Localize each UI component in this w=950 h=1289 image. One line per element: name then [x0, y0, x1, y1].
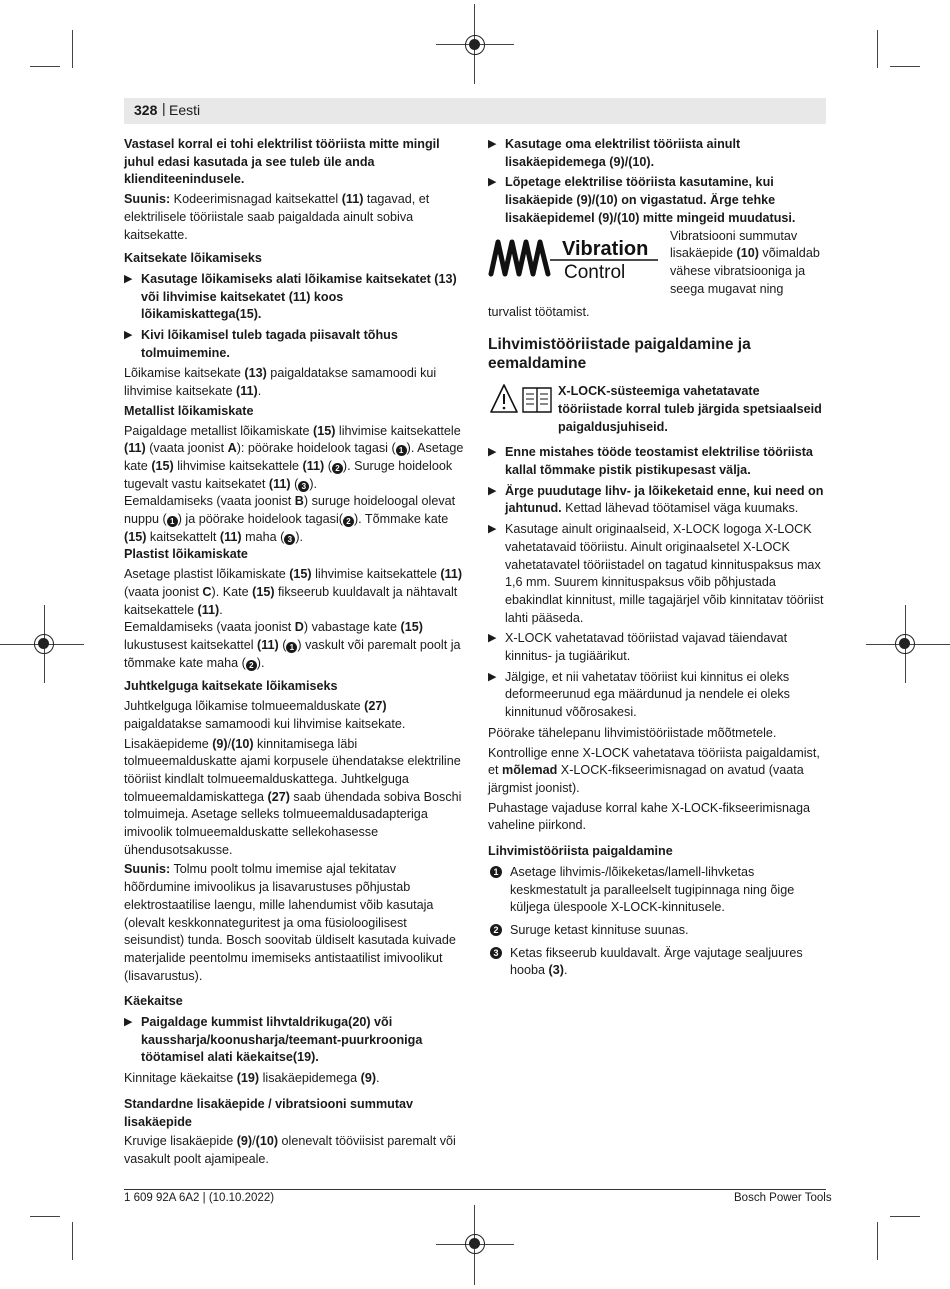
- paragraph: Lisakäepideme (9)/(10) kinnitamisega läbi tolmueemalduskatte ajami korpusele ühendatakse elektriline tööriist kindlalt tolmueemalduskattega. Juhtkelguga tolmueemaldamiskattega (27) saab ühendada sobiva Boschi tolmuimeja. Asetage selleks tolmueemaldusadapteriga imivoolik tolmueemalduskatte sellekohasesse ühendusotsakusse.: [124, 736, 462, 857]
- bullet-arrow-icon: ▶: [488, 632, 497, 645]
- registration-mark-icon: [465, 1234, 485, 1254]
- bullet-arrow-icon: ▶: [488, 670, 497, 683]
- paragraph: Kinnitage käekaitse (19) lisakäepidemega (9).: [124, 1071, 380, 1086]
- paragraph: Puhastage vajaduse korral kahe X-LOCK-fikseerimisnaga vaheline piirkond.: [488, 800, 811, 833]
- vibration-control-block: [488, 228, 826, 308]
- crop-mark: [890, 66, 920, 67]
- crop-mark: [30, 66, 60, 67]
- right-column: [488, 136, 826, 985]
- paragraph: turvalist töötamist.: [488, 304, 590, 319]
- footer-doc-number: 1 609 92A 6A2 | (10.10.2022): [124, 1192, 275, 1204]
- paragraph: Eemaldamiseks (vaata joonist D) vabastage kate (15) lukustusest kaitsekattel (11) ( 1 ) vaskult või paremalt poolt ja tõmmake kate maha ( 2 ).: [124, 620, 461, 670]
- section-heading: Juhtkelguga kaitsekate lõikamiseks: [124, 679, 338, 694]
- list-item: ▶ X-LOCK vahetatavad tööriistad vajavad täiendavat kinnitus- ja tugiäärikut.: [488, 631, 788, 664]
- paragraph: Juhtkelguga lõikamise tolmueemalduskate (27) paigaldatakse samamoodi kui lihvimise kaitsekate.: [124, 699, 406, 731]
- paragraph: Pöörake tähelepanu lihvimistööriistade mõõtmetele.: [488, 725, 777, 740]
- list-item: ▶ Paigaldage kummist lihvtaldrikuga(20) või kaussharja/koonusharja/teemant-puurkrooniga töötamisel alati käekaitse(19).: [124, 1015, 423, 1065]
- bullet-arrow-icon: ▶: [488, 176, 497, 189]
- list-item: ▶ Ärge puudutage lihv- ja lõikeketaid enne, kui need on jahtunud. Kettad lähevad töötamisel väga kuumaks.: [488, 483, 824, 516]
- step-3-icon: 3: [298, 481, 309, 492]
- subsection-heading: Metallist lõikamiskate: [124, 403, 254, 418]
- list-item: ▶ Lõpetage elektrilise tööriista kasutamine, kui lisakäepide (9)/(10) on vigastatud. Ärge tehke lisakäepidemel (9)/(10) mitte mingeid muudatusi.: [488, 175, 796, 225]
- page-header: [124, 98, 826, 124]
- bullet-arrow-icon: ▶: [124, 272, 133, 285]
- paragraph: Lõikamise kaitsekate (13) paigaldatakse samamoodi kui lihvimise kaitsekate (11).: [124, 366, 437, 399]
- section-heading: Standardne lisakäepide / vibratsiooni summutav lisakäepide: [124, 1096, 414, 1129]
- bullet-arrow-icon: ▶: [488, 484, 497, 497]
- step-1-icon: 1: [167, 516, 178, 527]
- warning-block: [488, 383, 826, 436]
- svg-text:Vibration: Vibration: [562, 237, 649, 260]
- paragraph: Kruvige lisakäepide (9)/(10) olenevalt tööviisist paremalt või vasakult poolt ajamipeale.: [124, 1134, 456, 1166]
- section-heading: Kaitsekate lõikamiseks: [124, 251, 262, 266]
- vibration-control-logo-icon: [488, 234, 660, 284]
- registration-mark-icon: [34, 634, 54, 654]
- list-item: ▶ Kasutage oma elektrilist tööriista ainult lisakäepidemega (9)/(10).: [488, 137, 741, 169]
- step-1-icon: 1: [490, 866, 502, 878]
- header-separator: |: [162, 100, 166, 116]
- crop-mark: [72, 1222, 73, 1260]
- bullet-arrow-icon: ▶: [124, 329, 133, 342]
- list-item: 2 Suruge ketast kinnituse suunas.: [488, 922, 826, 940]
- list-item: ▶ Jälgige, et nii vahetatav tööriist kui kinnitus ei oleks deformeerunud ega määrdunud ja nendele ei oleks kinnitunud võõrosakesi.: [488, 669, 790, 720]
- step-2-icon: 2: [490, 924, 502, 936]
- step-1-icon: 1: [396, 445, 407, 456]
- list-item: 1 Asetage lihvimis-/lõikeketas/lamell-lihvketas keskmestatult ja paralleelselt tugipinnaga ning õige küljega ülespoole X-LOCK-kinnitusele.: [488, 864, 826, 917]
- paragraph: Vastasel korral ei tohi elektrilist tööriista mitte mingil juhul edasi kasutada ja see tuleb üle anda klienditeenindusele.: [124, 137, 440, 187]
- header-language: Eesti: [169, 102, 201, 118]
- step-2-icon: 2: [246, 660, 257, 671]
- step-3-icon: 3: [284, 534, 295, 545]
- crop-mark: [877, 30, 878, 68]
- crop-mark: [30, 1216, 60, 1217]
- list-item: ▶ Enne mistahes tööde teostamist elektrilise tööriista kallal tõmmake pistik pistikupesast välja.: [488, 445, 813, 478]
- crop-mark: [72, 30, 73, 68]
- section-heading: Lihvimistööriistade paigaldamine ja eemaldamine: [488, 336, 751, 373]
- list-item: ▶ Kivi lõikamisel tuleb tagada piisavalt tõhus tolmuimemine.: [124, 328, 398, 360]
- svg-text:Control: Control: [564, 261, 626, 283]
- note-paragraph: Suunis: Kodeerimisnagad kaitsekattel (11) tagavad, et elektrilisele tööriistale saab paigaldada ainult sobiva kaitsekatte.: [124, 192, 430, 242]
- paragraph: Eemaldamiseks (vaata joonist B) suruge hoideloogal olevat nuppu ( 1 ) ja pöörake hoidelook tagasi( 2 ). Tõmmake kate (15) kaitsekattelt (11) maha ( 3 ).: [124, 494, 456, 544]
- left-column: [124, 136, 464, 1171]
- step-2-icon: 2: [343, 516, 354, 527]
- bullet-arrow-icon: ▶: [488, 138, 497, 150]
- step-2-icon: 2: [332, 463, 343, 474]
- crop-mark: [877, 1222, 878, 1260]
- crop-mark: [890, 1216, 920, 1217]
- list-item: ▶ Kasutage lõikamiseks alati lõikamise kaitsekatet (13) või lihvimise kaitsekatet (11) koos lõikamiskattega(15).: [124, 271, 457, 322]
- bullet-arrow-icon: ▶: [488, 446, 497, 459]
- list-item: ▶ Kasutage ainult originaalseid, X-LOCK logoga X-LOCK vahetatavaid tööriistu. Ainult originaalsetel X-LOCK vahetatavatel tööriistadel on tagatud kinnituspaksus max 1,6 mm. Suurem kinnituspaksus võib põhjustada ebakindlat kinnitust, mille tagajärjel võib kinnitatav tööriist lahti pääseda.: [488, 522, 824, 625]
- section-heading: Lihvimistööriista paigaldamine: [488, 844, 673, 859]
- step-1-icon: 1: [286, 642, 297, 653]
- vibration-text: Vibratsiooni summutav lisakäepide (10) võimaldab vähese vibratsiooniga ja seega mugavat ning: [670, 228, 820, 296]
- registration-mark-icon: [465, 35, 485, 55]
- bullet-arrow-icon: ▶: [488, 523, 497, 536]
- step-3-icon: 3: [490, 947, 502, 959]
- paragraph: Paigaldage metallist lõikamiskate (15) lihvimise kaitsekattele (11) (vaata joonist A): pöörake hoidelook tagasi ( 1 ). Asetage kate (15) lihvimise kaitsekattele (11) ( 2 ). Suruge hoidelook tugevalt vastu kaitsekatet (11) ( 3 ).: [124, 423, 464, 491]
- page-number: 328: [134, 102, 158, 118]
- list-item: 3 Ketas fikseerub kuuldavalt. Ärge vajutage sealjuures hooba (3).: [488, 945, 826, 980]
- subsection-heading: Plastist lõikamiskate: [124, 547, 248, 562]
- warning-text: X-LOCK-süsteemiga vahetatavate tööriistade korral tuleb järgida spetsiaalseid paigaldusjuhiseid.: [558, 384, 822, 434]
- section-heading: Käekaitse: [124, 994, 183, 1009]
- registration-mark-icon: [895, 634, 915, 654]
- warning-and-manual-icon: [490, 383, 554, 415]
- footer-brand: Bosch Power Tools: [734, 1192, 832, 1204]
- bullet-arrow-icon: ▶: [124, 1016, 133, 1029]
- paragraph: Asetage plastist lõikamiskate (15) lihvimise kaitsekattele (11) (vaata joonist C). Kate (15) fikseerub kuuldavalt ja nähtavalt kaitsekattele (11).: [124, 567, 463, 617]
- footer-rule: [124, 1189, 826, 1190]
- paragraph: Kontrollige enne X-LOCK vahetatava tööriista paigaldamist, et mõlemad X-LOCK-fikseerimisnagad on avatud (vaata järgmist joonist).: [488, 745, 820, 795]
- note-paragraph: Suunis: Tolmu poolt tolmu imemise ajal tekitatav hõõrdumine imivoolikus ja lisavarustuses põhjustab elektrostaatilise laengu, mille lahendumist võib kasutaja (olevalt keskkonnateguritest ja oma füsioloogilisest seisundist) tunda. Bosch soovitab üldiselt kasutada kuivade materjalide peentolmu imemiseks antistaatilist imivoolikut (lisavarustus).: [124, 862, 456, 983]
